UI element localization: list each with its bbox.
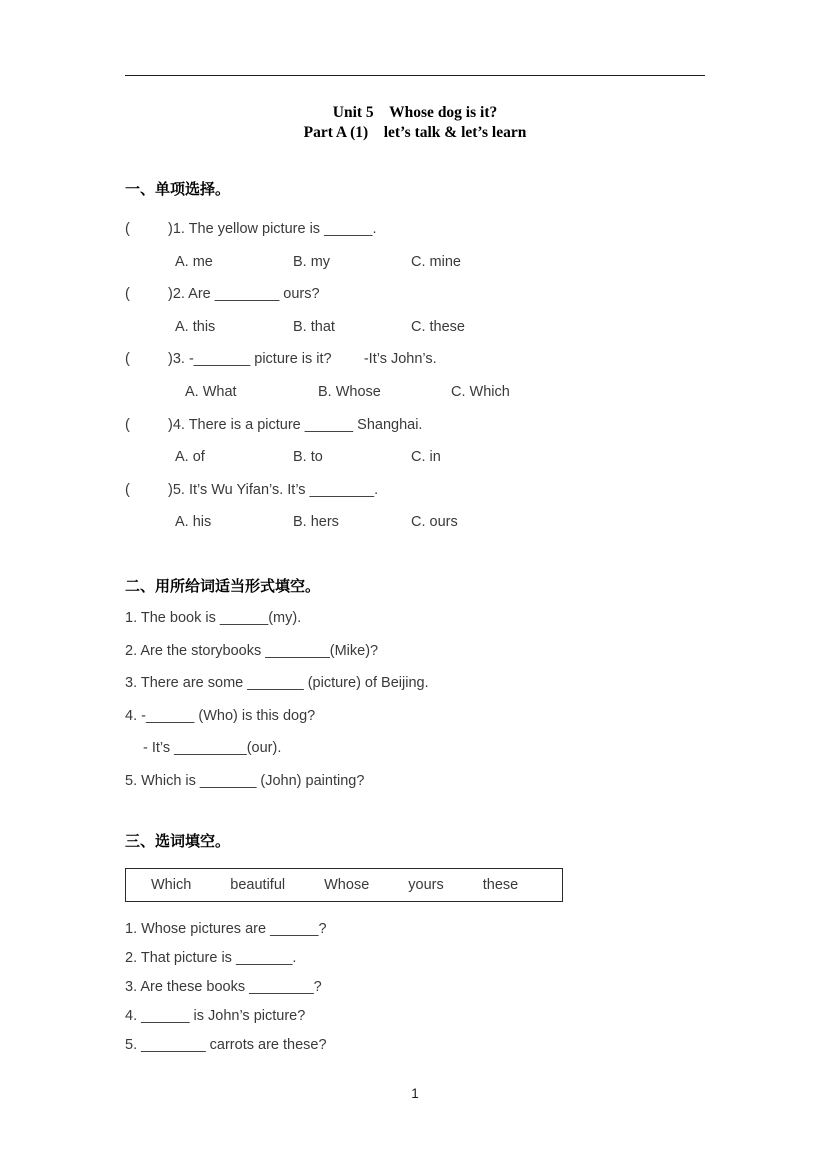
word-bank-item: beautiful	[230, 877, 286, 893]
section-2-heading: 二、用所给词适当形式填空。	[125, 578, 321, 595]
option-a: A. of	[175, 449, 205, 466]
option-c: C. these	[411, 318, 465, 335]
title-line-2: Part A (1) let’s talk & let’s learn	[303, 123, 527, 141]
fill-item-4-reply: - It’s _________(our).	[143, 740, 282, 756]
fill-item-5: 5. Which is _______ (John) painting?	[125, 772, 365, 789]
answer-paren: (	[125, 286, 130, 303]
option-c: C. mine	[411, 253, 461, 270]
section-3-heading: 三、选词填空。	[125, 833, 231, 850]
section-1-heading: 一、单项选择。	[125, 181, 231, 198]
choose-item-3: 3. Are these books ________?	[125, 979, 322, 995]
option-a: A. me	[175, 253, 213, 270]
word-bank-item: yours	[408, 877, 444, 893]
option-b: B. my	[293, 253, 331, 270]
question-row-4	[125, 417, 765, 450]
option-a: A. his	[175, 514, 212, 531]
fill-item-3: 3. There are some _______ (picture) of Beijing.	[125, 675, 429, 691]
answer-paren: (	[125, 351, 130, 368]
answer-paren: (	[125, 481, 130, 498]
option-c: C. ours	[411, 514, 458, 531]
question-row-3	[125, 351, 765, 384]
section-3-items	[125, 921, 765, 1066]
option-c: C. Which	[451, 383, 510, 400]
option-a: A. this	[175, 318, 216, 335]
options-row-4	[125, 449, 765, 482]
section-1-questions	[125, 221, 765, 547]
question-text: )3. -_______ picture is it? -It’s John’s.	[168, 351, 437, 368]
choose-item-5: 5. ________ carrots are these?	[125, 1037, 327, 1053]
header-rule	[125, 75, 705, 76]
fill-item-4: 4. -______ (Who) is this dog?	[125, 707, 316, 724]
option-a: A. What	[185, 383, 237, 400]
options-row-1	[125, 254, 765, 287]
word-bank-item: these	[482, 877, 519, 893]
option-b: B. hers	[293, 514, 339, 531]
question-row-5	[125, 482, 765, 515]
question-text: )5. It’s Wu Yifan’s. It’s ________.	[168, 481, 379, 498]
options-row-5	[125, 514, 765, 547]
word-bank-item: Which	[151, 877, 192, 893]
answer-paren: (	[125, 221, 130, 237]
title-line-1: Unit 5 Whose dog is it?	[332, 104, 498, 121]
answer-paren: (	[125, 416, 130, 433]
choose-item-2: 2. That picture is _______.	[125, 950, 297, 966]
document-title	[125, 103, 705, 142]
word-bank-item: Whose	[324, 877, 370, 893]
question-text: )4. There is a picture ______ Shanghai.	[168, 416, 423, 433]
page-number: 1	[411, 1086, 419, 1101]
choose-item-4: 4. ______ is John’s picture?	[125, 1008, 306, 1024]
question-text: )1. The yellow picture is ______.	[168, 221, 377, 237]
question-row-2	[125, 286, 765, 319]
question-row-1	[125, 221, 765, 254]
fill-item-2: 2. Are the storybooks ________(Mike)?	[125, 642, 379, 659]
section-2-items	[125, 610, 765, 805]
option-c: C. in	[411, 449, 441, 466]
options-row-2	[125, 319, 765, 352]
word-bank-box	[125, 868, 563, 902]
fill-item-1: 1. The book is ______(my).	[125, 610, 302, 626]
question-text: )2. Are ________ ours?	[168, 286, 320, 303]
options-row-3	[125, 384, 765, 417]
option-b: B. Whose	[318, 383, 381, 400]
choose-item-1: 1. Whose pictures are ______?	[125, 921, 327, 937]
option-b: B. to	[293, 449, 323, 466]
option-b: B. that	[293, 318, 335, 335]
